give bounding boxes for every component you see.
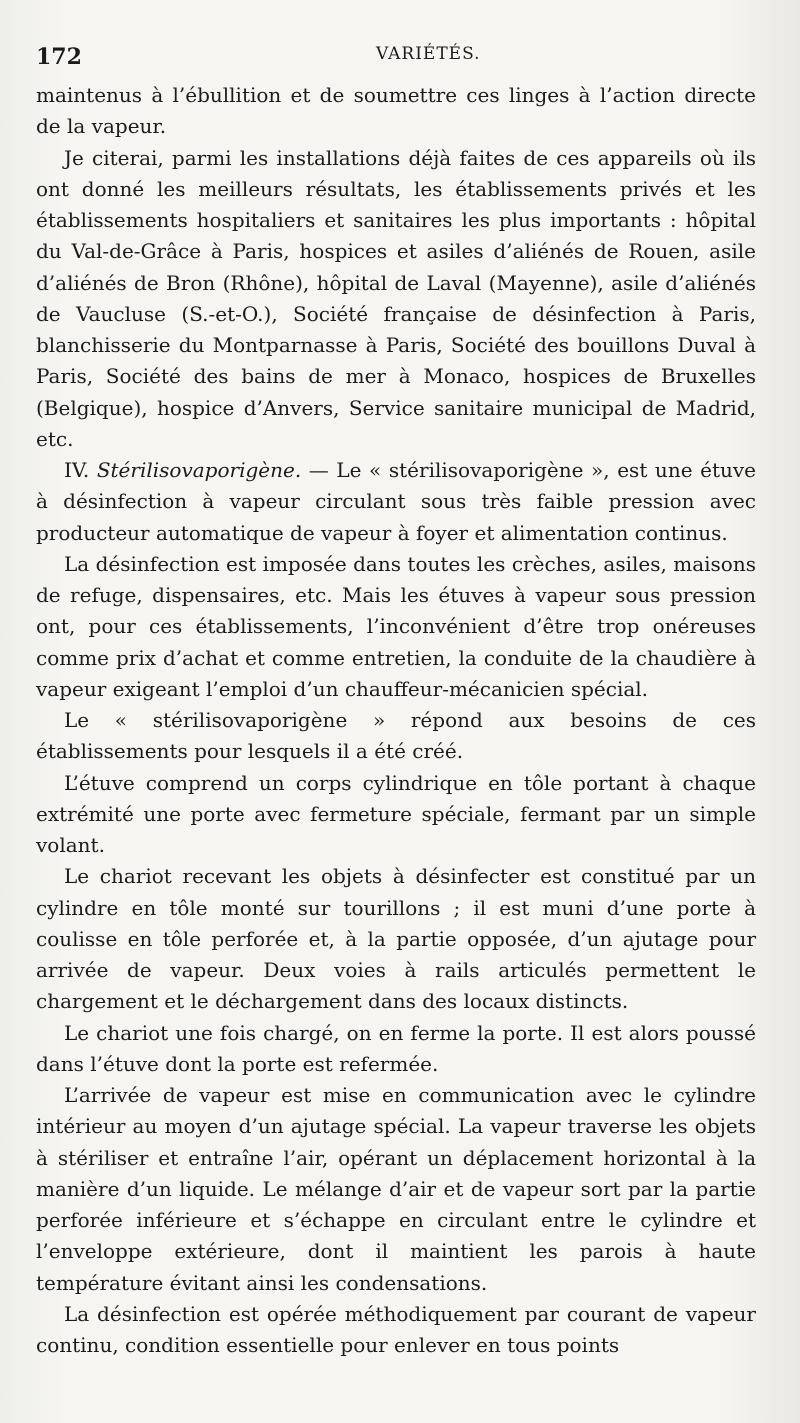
running-head: VARIÉTÉS. — [376, 44, 481, 64]
section-numeral: IV. — [64, 458, 90, 482]
page-header — [36, 40, 760, 80]
paragraph: La désinfection est opérée méthodiquement par courant de vapeur continu, condition essentielle pour enlever en tous points — [36, 1301, 756, 1357]
paragraph: L’étuve comprend un corps cylindrique en tôle portant à chaque extrémité une porte avec fermeture spéciale, fermant par un simple volant. — [36, 770, 756, 857]
page-number: 172 — [36, 44, 82, 70]
paragraph: Je citerai, parmi les installations déjà faites de ces appareils où ils ont donné les meilleurs résultats, les établissements privés et les établissements hospitaliers et sanitaires les plus importants : hôpital du Val-de-Grâce à Paris, hospices et asiles d’aliénés de Rouen, asile d’aliénés de Bron (Rhône), hôpital de Laval (Mayenne), asile d’aliénés de Vaucluse (S.-et-O.), Société française de désinfection à Paris, blanchisserie du Montparnasse à Paris, Société des bouillons Duval à Paris, Société des bains de mer à Monaco, hospices de Bruxelles (Belgique), hospice d’Anvers, Service sanitaire municipal de Madrid, etc. — [36, 145, 756, 451]
body-text — [36, 80, 756, 1361]
paragraph: L’arrivée de vapeur est mise en communication avec le cylindre intérieur au moyen d’un ajutage spécial. La vapeur traverse les objets à stériliser et entraîne l’air, opérant un déplacement horizontal à la manière d’un liquide. Le mélange d’air et de vapeur sort par la partie perforée inférieure et s’échappe en circulant entre le cylindre et l’enveloppe extérieure, dont il maintient les parois à haute température évitant ainsi les condensations. — [36, 1083, 756, 1295]
section-body: — Le « stérilisovaporigène », est une étuve à désinfection à vapeur circulant sous très faible pression avec producteur automatique de vapeur à foyer et alimentation continus. — [36, 458, 757, 545]
section-title: Stérilisovaporigène. — [96, 458, 302, 482]
paragraph: maintenus à l’ébullition et de soumettre ces linges à l’action directe de la vapeur. — [36, 83, 756, 139]
paragraph: La désinfection est imposée dans toutes les crèches, asiles, maisons de refuge, dispensaires, etc. Mais les étuves à vapeur sous pression ont, pour ces établissements, l’inconvénient d’être trop onéreuses comme prix d’achat et comme entretien, la conduite de la chaudière à vapeur exigeant l’emploi d’un chauffeur-mécanicien spécial. — [36, 551, 756, 701]
paragraph: Le « stérilisovaporigène » répond aux besoins de ces établissements pour lesquels il a été créé. — [36, 708, 756, 764]
section-iv-paragraph — [36, 455, 756, 549]
paragraph: Le chariot recevant les objets à désinfecter est constitué par un cylindre en tôle monté sur tourillons ; il est muni d’une porte à coulisse en tôle perforée et, à la partie opposée, d’un ajutage pour arrivée de vapeur. Deux voies à rails articulés permettent le chargement et le déchargement dans des locaux distincts. — [36, 864, 756, 1014]
paragraph: Le chariot une fois chargé, on en ferme la porte. Il est alors poussé dans l’étuve dont la porte est refermée. — [36, 1020, 756, 1076]
